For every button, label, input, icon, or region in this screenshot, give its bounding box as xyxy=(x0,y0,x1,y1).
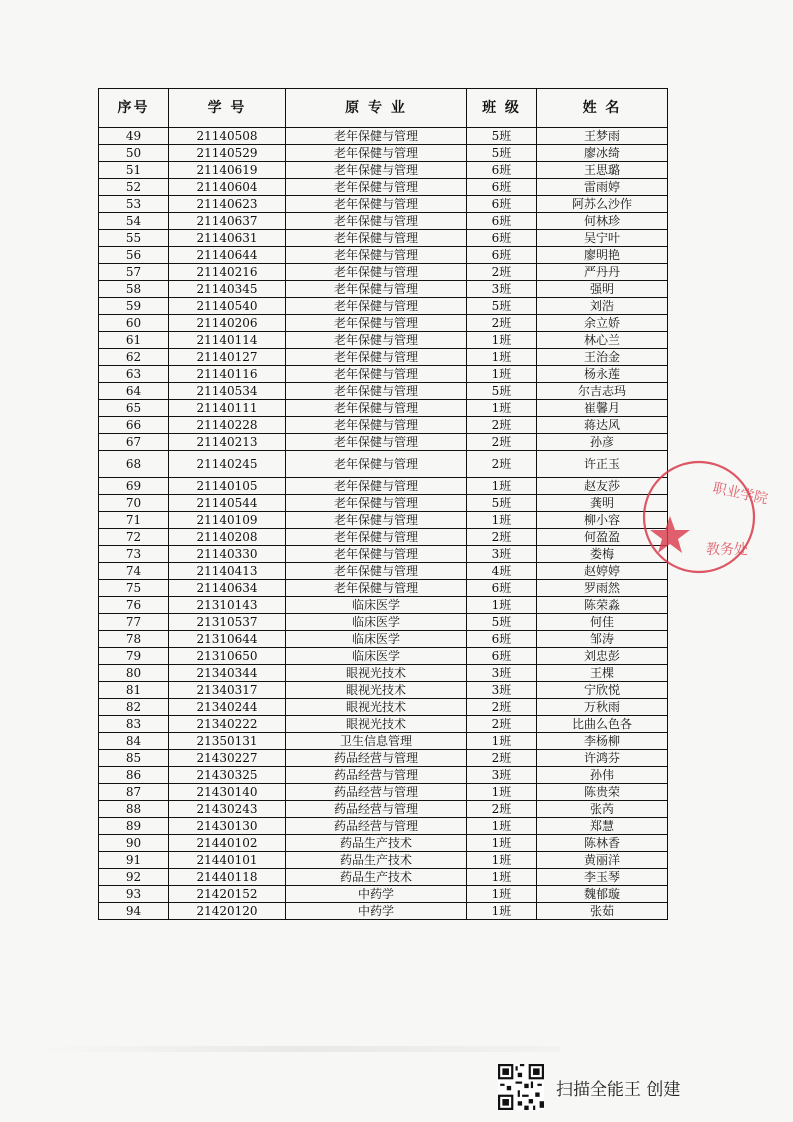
table-row xyxy=(99,400,668,417)
row-index: 72 xyxy=(99,529,169,546)
row-index: 64 xyxy=(99,383,169,400)
row-major: 老年保健与管理 xyxy=(286,546,467,563)
row-major: 老年保健与管理 xyxy=(286,383,467,400)
row-major: 老年保健与管理 xyxy=(286,563,467,580)
row-student-id: 21140604 xyxy=(169,179,286,196)
row-student-id: 21340222 xyxy=(169,716,286,733)
row-class: 3班 xyxy=(467,281,537,298)
table-row xyxy=(99,247,668,264)
row-student-id: 21430325 xyxy=(169,767,286,784)
row-index: 84 xyxy=(99,733,169,750)
row-student-id: 21420120 xyxy=(169,903,286,920)
row-major: 老年保健与管理 xyxy=(286,264,467,281)
row-major: 老年保健与管理 xyxy=(286,281,467,298)
row-major: 眼视光技术 xyxy=(286,665,467,682)
footer-watermark-text: 扫描全能王 创建 xyxy=(556,1079,681,1100)
row-index: 86 xyxy=(99,767,169,784)
row-name: 赵婷婷 xyxy=(537,563,668,580)
row-name: 蒋达风 xyxy=(537,417,668,434)
row-student-id: 21310143 xyxy=(169,597,286,614)
row-name: 尔吉志玛 xyxy=(537,383,668,400)
row-name: 王治金 xyxy=(537,349,668,366)
table-row xyxy=(99,349,668,366)
table-row xyxy=(99,665,668,682)
row-major: 临床医学 xyxy=(286,597,467,614)
row-index: 83 xyxy=(99,716,169,733)
row-index: 69 xyxy=(99,478,169,495)
table-row xyxy=(99,648,668,665)
row-class: 6班 xyxy=(467,247,537,264)
row-student-id: 21310644 xyxy=(169,631,286,648)
row-student-id: 21140637 xyxy=(169,213,286,230)
row-major: 老年保健与管理 xyxy=(286,580,467,597)
row-major: 老年保健与管理 xyxy=(286,128,467,145)
row-index: 66 xyxy=(99,417,169,434)
row-student-id: 21440102 xyxy=(169,835,286,852)
row-class: 2班 xyxy=(467,750,537,767)
row-student-id: 21140631 xyxy=(169,230,286,247)
row-name: 李杨柳 xyxy=(537,733,668,750)
row-index: 82 xyxy=(99,699,169,716)
row-student-id: 21140540 xyxy=(169,298,286,315)
stamp-star-icon xyxy=(650,516,690,553)
row-major: 老年保健与管理 xyxy=(286,417,467,434)
row-major: 老年保健与管理 xyxy=(286,332,467,349)
row-name: 万秋雨 xyxy=(537,699,668,716)
table-row xyxy=(99,682,668,699)
row-index: 90 xyxy=(99,835,169,852)
row-name: 孙彦 xyxy=(537,434,668,451)
table-row xyxy=(99,631,668,648)
row-index: 77 xyxy=(99,614,169,631)
row-name: 郑慧 xyxy=(537,818,668,835)
row-name: 刘浩 xyxy=(537,298,668,315)
row-name: 雷雨婷 xyxy=(537,179,668,196)
row-student-id: 21140508 xyxy=(169,128,286,145)
row-major: 药品经营与管理 xyxy=(286,767,467,784)
row-class: 1班 xyxy=(467,784,537,801)
table-row xyxy=(99,852,668,869)
official-stamp xyxy=(640,458,770,576)
row-index: 49 xyxy=(99,128,169,145)
table-row xyxy=(99,196,668,213)
row-student-id: 21140105 xyxy=(169,478,286,495)
row-index: 81 xyxy=(99,682,169,699)
row-index: 71 xyxy=(99,512,169,529)
row-name: 赵友莎 xyxy=(537,478,668,495)
row-student-id: 21340317 xyxy=(169,682,286,699)
row-class: 1班 xyxy=(467,478,537,495)
row-class: 5班 xyxy=(467,298,537,315)
row-class: 6班 xyxy=(467,196,537,213)
row-major: 卫生信息管理 xyxy=(286,733,467,750)
row-student-id: 21140111 xyxy=(169,400,286,417)
table-row xyxy=(99,869,668,886)
row-name: 魏郁璇 xyxy=(537,886,668,903)
row-class: 1班 xyxy=(467,597,537,614)
table-row xyxy=(99,495,668,512)
table-row xyxy=(99,784,668,801)
row-student-id: 21430227 xyxy=(169,750,286,767)
row-major: 老年保健与管理 xyxy=(286,315,467,332)
row-class: 3班 xyxy=(467,682,537,699)
row-name: 比曲么色各 xyxy=(537,716,668,733)
row-student-id: 21310537 xyxy=(169,614,286,631)
table-row xyxy=(99,417,668,434)
svg-text:职业学院: 职业学院 xyxy=(711,480,770,508)
row-major: 中药学 xyxy=(286,903,467,920)
row-name: 阿苏么沙作 xyxy=(537,196,668,213)
row-class: 3班 xyxy=(467,665,537,682)
table-row xyxy=(99,213,668,230)
student-table xyxy=(98,88,668,920)
row-class: 6班 xyxy=(467,230,537,247)
row-major: 临床医学 xyxy=(286,648,467,665)
row-index: 67 xyxy=(99,434,169,451)
table-row xyxy=(99,332,668,349)
row-major: 老年保健与管理 xyxy=(286,196,467,213)
row-class: 1班 xyxy=(467,512,537,529)
table-row xyxy=(99,767,668,784)
row-class: 6班 xyxy=(467,179,537,196)
row-student-id: 21140116 xyxy=(169,366,286,383)
row-index: 88 xyxy=(99,801,169,818)
row-class: 3班 xyxy=(467,767,537,784)
row-student-id: 21350131 xyxy=(169,733,286,750)
row-class: 5班 xyxy=(467,128,537,145)
table-row xyxy=(99,733,668,750)
row-student-id: 21140206 xyxy=(169,315,286,332)
row-class: 4班 xyxy=(467,563,537,580)
row-student-id: 21140208 xyxy=(169,529,286,546)
row-name: 陈荣淼 xyxy=(537,597,668,614)
table-row xyxy=(99,281,668,298)
row-class: 2班 xyxy=(467,716,537,733)
row-index: 94 xyxy=(99,903,169,920)
row-name: 余立娇 xyxy=(537,315,668,332)
row-class: 2班 xyxy=(467,529,537,546)
row-name: 黄丽洋 xyxy=(537,852,668,869)
row-index: 55 xyxy=(99,230,169,247)
row-student-id: 21140127 xyxy=(169,349,286,366)
row-name: 许鸿芬 xyxy=(537,750,668,767)
row-major: 眼视光技术 xyxy=(286,682,467,699)
row-major: 老年保健与管理 xyxy=(286,247,467,264)
row-student-id: 21140245 xyxy=(169,451,286,478)
row-student-id: 21340344 xyxy=(169,665,286,682)
row-class: 1班 xyxy=(467,400,537,417)
row-major: 中药学 xyxy=(286,886,467,903)
row-index: 73 xyxy=(99,546,169,563)
table-row xyxy=(99,563,668,580)
table-row xyxy=(99,903,668,920)
row-student-id: 21440101 xyxy=(169,852,286,869)
table-row xyxy=(99,128,668,145)
row-class: 6班 xyxy=(467,213,537,230)
row-major: 眼视光技术 xyxy=(286,716,467,733)
row-class: 1班 xyxy=(467,349,537,366)
row-major: 临床医学 xyxy=(286,631,467,648)
row-major: 老年保健与管理 xyxy=(286,451,467,478)
row-student-id: 21420152 xyxy=(169,886,286,903)
header-name: 姓 名 xyxy=(537,89,668,128)
row-index: 80 xyxy=(99,665,169,682)
row-student-id: 21430243 xyxy=(169,801,286,818)
row-index: 74 xyxy=(99,563,169,580)
row-class: 5班 xyxy=(467,145,537,162)
row-student-id: 21140544 xyxy=(169,495,286,512)
row-class: 1班 xyxy=(467,332,537,349)
row-major: 药品经营与管理 xyxy=(286,818,467,835)
table-row xyxy=(99,529,668,546)
row-student-id: 21140114 xyxy=(169,332,286,349)
row-class: 2班 xyxy=(467,801,537,818)
row-index: 63 xyxy=(99,366,169,383)
table-row xyxy=(99,716,668,733)
row-index: 56 xyxy=(99,247,169,264)
table-row xyxy=(99,315,668,332)
row-name: 王思璐 xyxy=(537,162,668,179)
table-row xyxy=(99,546,668,563)
row-student-id: 21140345 xyxy=(169,281,286,298)
row-student-id: 21310650 xyxy=(169,648,286,665)
row-name: 王梦雨 xyxy=(537,128,668,145)
row-student-id: 21140534 xyxy=(169,383,286,400)
row-major: 药品生产技术 xyxy=(286,835,467,852)
row-major: 药品生产技术 xyxy=(286,852,467,869)
row-index: 59 xyxy=(99,298,169,315)
row-name: 吴宁叶 xyxy=(537,230,668,247)
row-index: 58 xyxy=(99,281,169,298)
svg-text:教务处: 教务处 xyxy=(706,542,748,558)
table-row xyxy=(99,597,668,614)
row-student-id: 21140330 xyxy=(169,546,286,563)
row-index: 57 xyxy=(99,264,169,281)
row-student-id: 21140216 xyxy=(169,264,286,281)
row-student-id: 21140413 xyxy=(169,563,286,580)
row-name: 娄梅 xyxy=(537,546,668,563)
row-index: 68 xyxy=(99,451,169,478)
row-name: 何盈盈 xyxy=(537,529,668,546)
row-major: 药品经营与管理 xyxy=(286,750,467,767)
row-class: 6班 xyxy=(467,648,537,665)
row-class: 2班 xyxy=(467,417,537,434)
row-name: 张茹 xyxy=(537,903,668,920)
row-name: 柳小容 xyxy=(537,512,668,529)
row-class: 1班 xyxy=(467,903,537,920)
header-index: 序号 xyxy=(99,89,169,128)
table-row xyxy=(99,451,668,478)
row-index: 93 xyxy=(99,886,169,903)
row-name: 廖明艳 xyxy=(537,247,668,264)
table-row xyxy=(99,230,668,247)
row-student-id: 21140634 xyxy=(169,580,286,597)
header-major: 原 专 业 xyxy=(286,89,467,128)
row-major: 老年保健与管理 xyxy=(286,349,467,366)
row-class: 1班 xyxy=(467,818,537,835)
table-row xyxy=(99,478,668,495)
table-row xyxy=(99,179,668,196)
row-major: 临床医学 xyxy=(286,614,467,631)
row-student-id: 21340244 xyxy=(169,699,286,716)
row-class: 2班 xyxy=(467,264,537,281)
row-name: 林心兰 xyxy=(537,332,668,349)
row-name: 陈林香 xyxy=(537,835,668,852)
row-major: 老年保健与管理 xyxy=(286,230,467,247)
table-row xyxy=(99,699,668,716)
row-student-id: 21140228 xyxy=(169,417,286,434)
row-name: 陈贵荣 xyxy=(537,784,668,801)
row-major: 老年保健与管理 xyxy=(286,366,467,383)
table-row xyxy=(99,835,668,852)
scan-smudge xyxy=(40,1046,560,1052)
table-row xyxy=(99,145,668,162)
row-class: 5班 xyxy=(467,383,537,400)
row-class: 5班 xyxy=(467,614,537,631)
row-class: 6班 xyxy=(467,580,537,597)
row-index: 50 xyxy=(99,145,169,162)
row-student-id: 21140619 xyxy=(169,162,286,179)
table-row xyxy=(99,886,668,903)
row-index: 65 xyxy=(99,400,169,417)
row-name: 罗雨然 xyxy=(537,580,668,597)
table-row xyxy=(99,434,668,451)
scanner-footer xyxy=(498,1064,680,1110)
row-index: 75 xyxy=(99,580,169,597)
row-name: 刘忠彭 xyxy=(537,648,668,665)
header-student-id: 学 号 xyxy=(169,89,286,128)
row-class: 1班 xyxy=(467,366,537,383)
row-student-id: 21430140 xyxy=(169,784,286,801)
row-index: 76 xyxy=(99,597,169,614)
row-name: 崔馨月 xyxy=(537,400,668,417)
row-major: 老年保健与管理 xyxy=(286,400,467,417)
row-student-id: 21140644 xyxy=(169,247,286,264)
table-row xyxy=(99,801,668,818)
row-class: 6班 xyxy=(467,631,537,648)
row-name: 杨永莲 xyxy=(537,366,668,383)
row-index: 60 xyxy=(99,315,169,332)
row-class: 2班 xyxy=(467,699,537,716)
row-major: 老年保健与管理 xyxy=(286,529,467,546)
row-index: 92 xyxy=(99,869,169,886)
row-major: 老年保健与管理 xyxy=(286,495,467,512)
qr-code-icon xyxy=(498,1064,544,1110)
row-student-id: 21440118 xyxy=(169,869,286,886)
row-index: 70 xyxy=(99,495,169,512)
row-index: 54 xyxy=(99,213,169,230)
row-name: 严丹丹 xyxy=(537,264,668,281)
row-name: 宁欣悦 xyxy=(537,682,668,699)
row-student-id: 21140213 xyxy=(169,434,286,451)
row-index: 78 xyxy=(99,631,169,648)
row-name: 强明 xyxy=(537,281,668,298)
row-class: 1班 xyxy=(467,852,537,869)
table-row xyxy=(99,366,668,383)
row-index: 51 xyxy=(99,162,169,179)
row-student-id: 21430130 xyxy=(169,818,286,835)
row-major: 药品生产技术 xyxy=(286,869,467,886)
row-major: 药品经营与管理 xyxy=(286,784,467,801)
row-name: 王棵 xyxy=(537,665,668,682)
table-row xyxy=(99,383,668,400)
row-major: 老年保健与管理 xyxy=(286,298,467,315)
row-class: 2班 xyxy=(467,451,537,478)
row-name: 孙伟 xyxy=(537,767,668,784)
table-row xyxy=(99,750,668,767)
row-name: 许正玉 xyxy=(537,451,668,478)
row-major: 眼视光技术 xyxy=(286,699,467,716)
row-index: 87 xyxy=(99,784,169,801)
row-student-id: 21140529 xyxy=(169,145,286,162)
table-row xyxy=(99,264,668,281)
row-class: 2班 xyxy=(467,315,537,332)
row-major: 老年保健与管理 xyxy=(286,179,467,196)
row-major: 老年保健与管理 xyxy=(286,213,467,230)
header-class: 班 级 xyxy=(467,89,537,128)
row-index: 91 xyxy=(99,852,169,869)
row-major: 老年保健与管理 xyxy=(286,162,467,179)
row-index: 79 xyxy=(99,648,169,665)
row-class: 3班 xyxy=(467,546,537,563)
row-name: 廖冰绮 xyxy=(537,145,668,162)
table-row xyxy=(99,580,668,597)
row-index: 85 xyxy=(99,750,169,767)
row-class: 1班 xyxy=(467,835,537,852)
table-row xyxy=(99,818,668,835)
row-class: 1班 xyxy=(467,869,537,886)
row-major: 老年保健与管理 xyxy=(286,478,467,495)
row-class: 2班 xyxy=(467,434,537,451)
row-index: 89 xyxy=(99,818,169,835)
row-major: 老年保健与管理 xyxy=(286,434,467,451)
row-student-id: 21140109 xyxy=(169,512,286,529)
table-row xyxy=(99,614,668,631)
row-class: 6班 xyxy=(467,162,537,179)
row-major: 药品经营与管理 xyxy=(286,801,467,818)
row-class: 5班 xyxy=(467,495,537,512)
row-index: 61 xyxy=(99,332,169,349)
row-index: 62 xyxy=(99,349,169,366)
row-name: 何佳 xyxy=(537,614,668,631)
table-header-row xyxy=(99,89,668,128)
row-index: 52 xyxy=(99,179,169,196)
table-row xyxy=(99,298,668,315)
table-row xyxy=(99,512,668,529)
row-class: 1班 xyxy=(467,733,537,750)
row-class: 1班 xyxy=(467,886,537,903)
row-name: 张芮 xyxy=(537,801,668,818)
row-major: 老年保健与管理 xyxy=(286,145,467,162)
row-name: 龚明 xyxy=(537,495,668,512)
table-row xyxy=(99,162,668,179)
row-name: 李玉琴 xyxy=(537,869,668,886)
row-major: 老年保健与管理 xyxy=(286,512,467,529)
row-name: 邹涛 xyxy=(537,631,668,648)
row-student-id: 21140623 xyxy=(169,196,286,213)
row-index: 53 xyxy=(99,196,169,213)
row-name: 何林珍 xyxy=(537,213,668,230)
